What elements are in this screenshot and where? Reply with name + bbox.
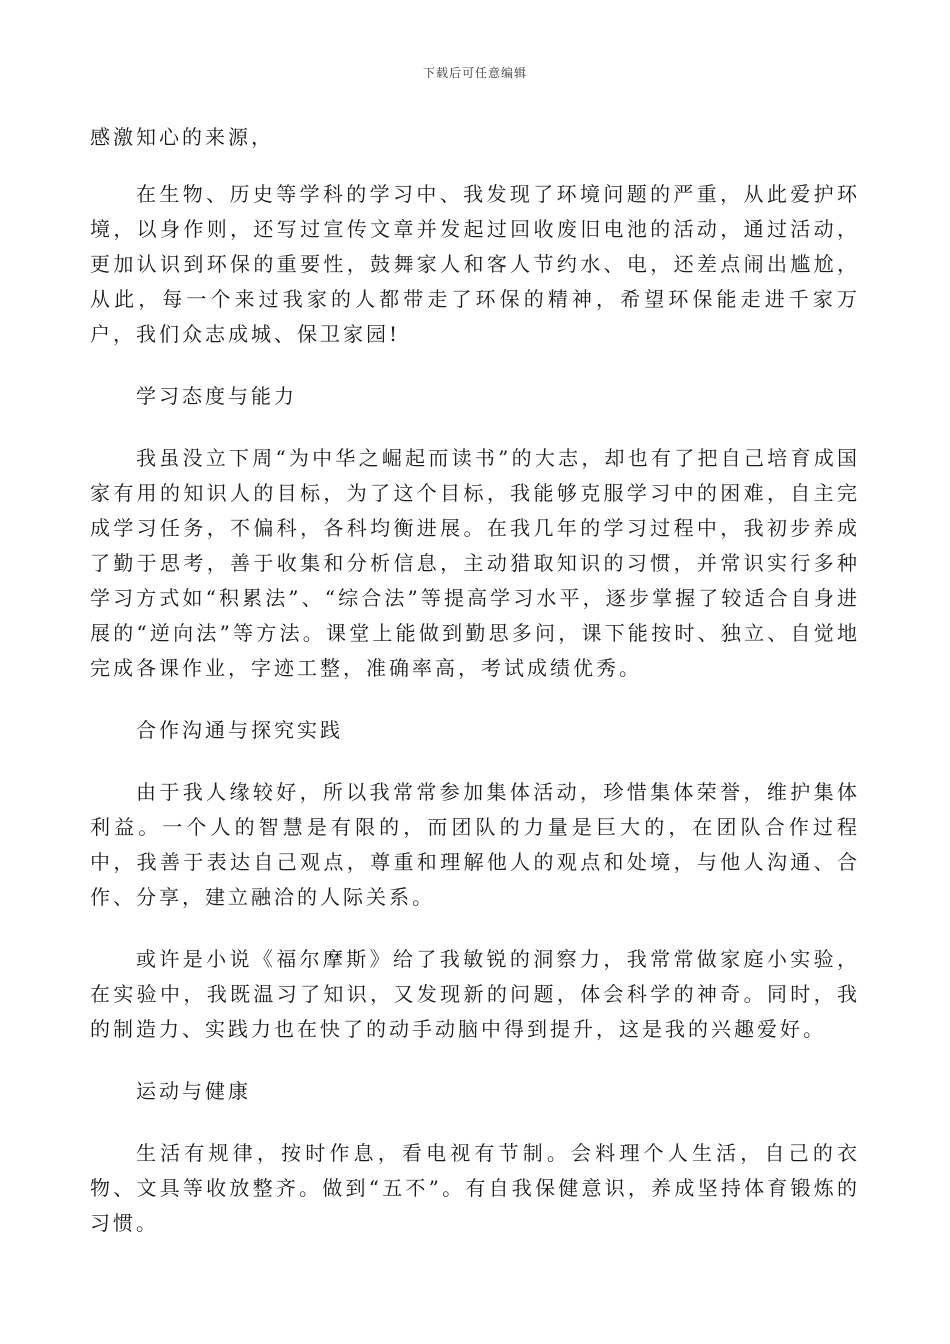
document-body: [90, 120, 860, 1268]
paragraph-environment: 在生物、历史等学科的学习中、我发现了环境问题的严重，从此爱护环境，以身作则，还写过宣传文章并发起过回收废旧电池的活动，通过活动，更加认识到环保的重要性，鼓舞家人和客人节约水、电，还差点闹出尴尬，从此，每一个来过我家的人都带走了环保的精神，希望环保能走进千家万户，我们众志成城、保卫家园!: [90, 182, 860, 346]
paragraph-experiments: 或许是小说《福尔摩斯》给了我敏锐的洞察力，我常常做家庭小实验，在实验中，我既温习了知识，又发现新的问题，体会科学的神奇。同时，我的制造力、实践力也在快了的动手动脑中得到提升，这是我的兴趣爱好。: [90, 947, 860, 1041]
section-heading-study: 学习态度与能力: [136, 384, 297, 408]
paragraph-intro-line: 感激知心的来源，: [90, 125, 274, 149]
paragraph-health: 生活有规律，按时作息，看电视有节制。会料理个人生活，自己的衣物、文具等收放整齐。做到“五不”。有自我保健意识，养成坚持体育锻炼的习惯。: [90, 1141, 860, 1235]
section-heading-health: 运动与健康: [136, 1079, 251, 1103]
paragraph-cooperation: 由于我人缘较好，所以我常常参加集体活动，珍惜集体荣誉，维护集体利益。一个人的智慧是有限的，而团队的力量是巨大的，在团队合作过程中，我善于表达自己观点，尊重和理解他人的观点和处境，与他人沟通、合作、分享，建立融洽的人际关系。: [90, 780, 860, 909]
page-header: 下载后可任意编辑: [422, 66, 527, 80]
section-heading-cooperation: 合作沟通与探究实践: [136, 718, 343, 742]
paragraph-study: 我虽没立下周“为中华之崛起而读书”的大志，却也有了把自己培育成国家有用的知识人的目标，为了这个目标，我能够克服学习中的困难，自主完成学习任务，不偏科，各科均衡进展。在我几年的学习过程中，我初步养成了勤于思考，善于收集和分析信息，主动猎取知识的习惯，并常识实行多种学习方式如“积累法”、“综合法”等提高学习水平，逐步掌握了较适合自身进展的“逆向法”等方法。课堂上能做到勤思多问，课下能按时、独立、自觉地完成各课作业，字迹工整，准确率高，考试成绩优秀。: [90, 446, 860, 680]
